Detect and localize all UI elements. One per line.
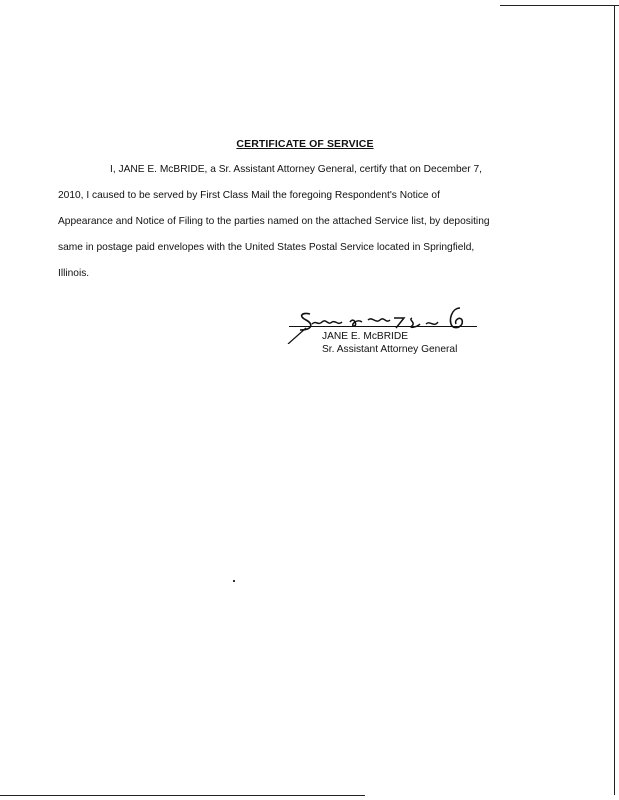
signer-title: Sr. Assistant Attorney General <box>322 344 458 355</box>
paragraph-line-2: 2010, I caused to be served by First Class Mail the foregoing Respondent's Notice of <box>58 190 440 201</box>
scan-edge-top <box>500 5 619 6</box>
paragraph-line-1: I, JANE E. McBRIDE, a Sr. Assistant Attorney General, certify that on December 7, <box>110 164 482 175</box>
document-title: CERTIFICATE OF SERVICE <box>236 138 374 150</box>
paragraph-line-3: Appearance and Notice of Filing to the parties named on the attached Service list, by depositing <box>58 216 490 227</box>
paragraph-line-4: same in postage paid envelopes with the United States Postal Service located in Springfield, <box>58 242 475 253</box>
signer-name: JANE E. McBRIDE <box>322 331 409 342</box>
scan-edge-right <box>614 5 615 795</box>
scan-speck <box>233 580 235 582</box>
paragraph-line-5: Illinois. <box>58 268 90 279</box>
scan-edge-bottom <box>0 795 365 796</box>
certificate-paragraph <box>58 157 558 287</box>
signature-line <box>289 326 477 327</box>
